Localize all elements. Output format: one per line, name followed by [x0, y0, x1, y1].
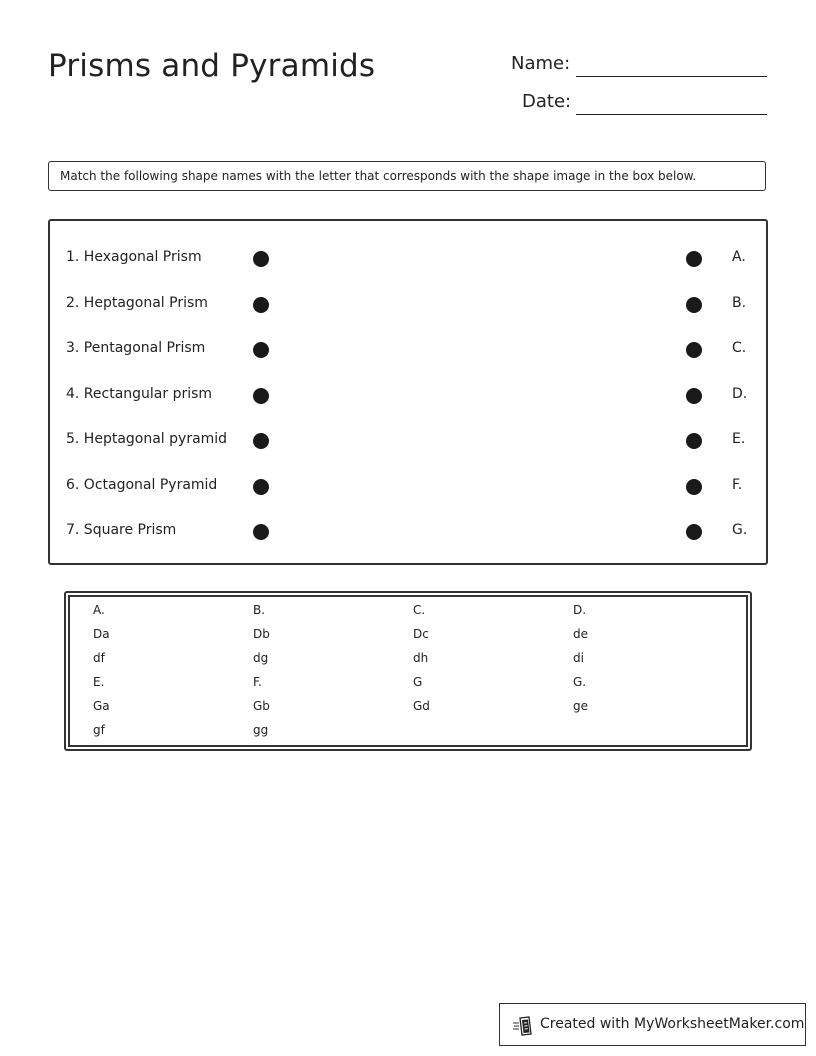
match-row — [50, 428, 766, 452]
right-connect-dot[interactable] — [686, 388, 702, 404]
name-field-line[interactable] — [576, 76, 767, 77]
shape-name-item: 6. Octagonal Pyramid — [66, 477, 218, 493]
shape-name-item: 4. Rectangular prism — [66, 386, 213, 402]
image-cell: G — [413, 675, 423, 689]
left-connect-dot[interactable] — [253, 342, 269, 358]
worksheet-maker-logo-icon — [512, 1015, 534, 1037]
match-row — [50, 337, 766, 361]
image-cell: Gd — [413, 699, 430, 713]
shape-name-item: 2. Heptagonal Prism — [66, 295, 208, 311]
left-connect-dot[interactable] — [253, 388, 269, 404]
date-field-line[interactable] — [576, 114, 767, 115]
match-row — [50, 383, 766, 407]
match-row — [50, 292, 766, 316]
left-connect-dot[interactable] — [253, 433, 269, 449]
page-title: Prisms and Pyramids — [48, 48, 376, 84]
image-cell: gf — [93, 723, 105, 737]
instructions-box: Match the following shape names with the letter that corresponds with the shape image in the box below. — [48, 161, 766, 191]
answer-letter: F. — [732, 477, 743, 493]
footer-credit-text: Created with MyWorksheetMaker.com — [540, 1016, 805, 1032]
right-connect-dot[interactable] — [686, 524, 702, 540]
match-row — [50, 519, 766, 543]
image-cell: df — [93, 651, 105, 665]
answer-letter: G. — [732, 522, 748, 538]
right-connect-dot[interactable] — [686, 433, 702, 449]
left-connect-dot[interactable] — [253, 524, 269, 540]
image-cell: B. — [253, 603, 266, 617]
image-cell: gg — [253, 723, 269, 737]
answer-letter: B. — [732, 295, 747, 311]
image-cell: ge — [573, 699, 588, 713]
name-label: Name: — [511, 53, 571, 74]
image-cell: A. — [93, 603, 105, 617]
date-label: Date: — [522, 91, 572, 112]
left-connect-dot[interactable] — [253, 297, 269, 313]
shape-name-item: 5. Heptagonal pyramid — [66, 431, 228, 447]
image-cell: di — [573, 651, 584, 665]
image-cell: C. — [413, 603, 426, 617]
shape-name-item: 3. Pentagonal Prism — [66, 340, 206, 356]
image-cell: D. — [573, 603, 587, 617]
image-cell: de — [573, 627, 588, 641]
answer-letter: E. — [732, 431, 746, 447]
match-row — [50, 246, 766, 270]
image-cell: Dc — [413, 627, 429, 641]
shape-name-item: 1. Hexagonal Prism — [66, 249, 202, 265]
image-cell: G. — [573, 675, 587, 689]
matching-section — [48, 219, 768, 565]
image-cell: E. — [93, 675, 105, 689]
left-connect-dot[interactable] — [253, 479, 269, 495]
image-cell: Gb — [253, 699, 270, 713]
image-cell: Ga — [93, 699, 110, 713]
answer-letter: A. — [732, 249, 746, 265]
image-cell: dg — [253, 651, 269, 665]
shape-image-box-inner — [68, 595, 748, 747]
right-connect-dot[interactable] — [686, 251, 702, 267]
shape-image-box — [64, 591, 752, 751]
footer-badge[interactable] — [499, 1003, 806, 1046]
right-connect-dot[interactable] — [686, 297, 702, 313]
image-cell: Da — [93, 627, 110, 641]
right-connect-dot[interactable] — [686, 479, 702, 495]
image-cell: F. — [253, 675, 262, 689]
shape-name-item: 7. Square Prism — [66, 522, 177, 538]
left-connect-dot[interactable] — [253, 251, 269, 267]
answer-letter: D. — [732, 386, 748, 402]
answer-letter: C. — [732, 340, 747, 356]
image-cell: Db — [253, 627, 270, 641]
image-cell: dh — [413, 651, 429, 665]
right-connect-dot[interactable] — [686, 342, 702, 358]
match-row — [50, 474, 766, 498]
